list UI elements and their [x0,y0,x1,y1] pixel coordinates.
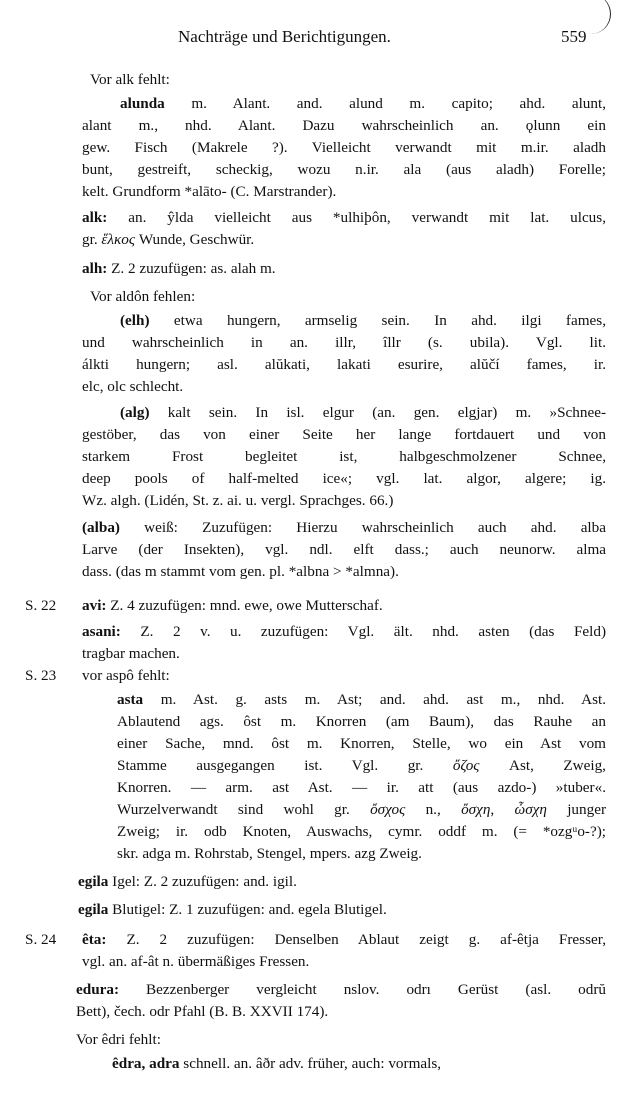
text-run: m. Alant. and. alund m. capito; ahd. alunt, [164,95,606,112]
text-line [117,756,606,776]
text-line [120,311,606,331]
text-line [82,116,606,136]
text-line [82,930,606,950]
text-line [78,900,387,920]
text-run: kalt sein. In isl. elgur (an. gen. elgjar) m. »Schnee- [149,404,606,421]
text-run: Bett), čech. odr Pfahl (B. B. XXVII 174). [76,1003,329,1020]
page-reference: S. 22 [25,597,57,614]
headword: (elh) [120,312,150,329]
text-run: Vor aldôn fehlen: [90,288,196,305]
text-line [117,844,422,864]
text-line [82,644,180,664]
text-run: Vor alk fehlt: [90,71,170,88]
text-run: tragbar machen. [82,645,180,662]
greek-word: ὄσχος [370,801,406,818]
text-run: Stamme ausgegangen ist. Vgl. gr. [117,757,453,774]
text-line [90,70,170,90]
headword: asani: [82,623,121,640]
greek-word: ἕλκος [101,231,136,248]
text-run: deep pools of half-melted ice«; vgl. lat. algor, algere; ig. [82,470,606,487]
running-header: Nachträge und Berichtigungen. [178,27,391,46]
text-run: m. Ast. g. asts m. Ast; and. ahd. ast m., nhd. Ast. [143,691,606,708]
headword: egila [78,873,109,890]
text-line [117,778,606,798]
headword: asta [117,691,144,708]
text-line [78,872,297,892]
text-line [117,712,606,732]
text-line [82,518,606,538]
headword: egila [78,901,109,918]
text-run: Z. 2 zuzufügen: Denselben Ablaut zeigt g. af-êtja Fresser, [106,931,606,948]
text-run: einer Sache, mnd. ôst m. Knorren, Stelle, wo ein Ast vom [117,735,606,752]
text-run: álkti hungern; asl. alŭkati, lakati esurire, alŭčí fames, ir. [82,356,606,373]
text-line [82,540,606,560]
text-line [76,980,606,1000]
headword: avi: [82,597,107,614]
headword: êdra, adra [112,1055,180,1072]
text-run: Igel: Z. 2 zuzufügen: and. igil. [108,873,297,890]
text-run: Z. 2 zuzufügen: as. alah m. [107,260,276,277]
text-run: kelt. Grundform *alāto- (C. Marstrander). [82,183,337,200]
text-run: elc, olc schlecht. [82,378,184,395]
text-line [82,230,254,250]
text-run: bunt, gestreift, scheckig, wozu n.ir. ala (aus aladh) Forelle; [82,161,606,178]
text-line [82,491,393,511]
text-line [82,562,399,582]
text-run: Wz. algh. (Lidén, St. z. ai. u. vergl. Sprachges. 66.) [82,492,394,509]
text-run: Ablautend ags. ôst m. Knorren (am Baum), das Rauhe an [117,713,606,730]
headword: (alg) [120,404,150,421]
text-line [82,259,276,279]
text-run: vor aspô fehlt: [82,667,170,684]
text-line [82,425,606,445]
headword: alunda [120,95,165,112]
text-run: Zweig; ir. odb Knoten, Auswachs, cymr. oddf m. (= *ozgᵘo-?); [117,823,606,840]
headword: êta: [82,931,107,948]
text-line [82,355,606,375]
text-run: und wahrscheinlich in an. illr, îllr (s. ubila). Vgl. lit. [82,334,606,351]
text-run: gr. [82,231,102,248]
text-run: gew. Fisch (Makrele ?). Vielleicht verwandt mit m.ir. aladh [82,139,606,156]
text-run: dass. (das m stammt vom gen. pl. *albna > *almna). [82,563,399,580]
text-line [82,447,606,467]
greek-word: ὄσχη [461,801,491,818]
text-line [117,690,606,710]
greek-word: ὦσχη [514,801,547,818]
text-run: gestöber, das von einer Seite her lange fortdauert und von [82,426,606,443]
text-line [82,160,606,180]
text-run: Bezzenberger vergleicht nslov. odrı Gerüst (asl. odrŭ [119,981,606,998]
text-run: Wurzelverwandt sind wohl gr. [117,801,371,818]
text-line [117,800,606,820]
text-run: skr. adga m. Rohrstab, Stengel, mpers. azg Zweig. [117,845,422,862]
page-reference: S. 24 [25,931,57,948]
greek-word: ὄζος [452,757,480,774]
text-run: Larve (der Insekten), vgl. ndl. elft dass.; auch neunorw. alma [82,541,606,558]
text-run: an. ŷlda vielleicht aus *ulhiþôn, verwandt mit lat. ulcus, [107,209,606,226]
text-run: alant m., nhd. Alant. Dazu wahrscheinlich an. ǫlunn ein [82,117,606,134]
text-run: weiß: Zuzufügen: Hierzu wahrscheinlich auch ahd. alba [119,519,606,536]
text-run: Z. 2 v. u. zuzufügen: Vgl. ält. nhd. asten (das Feld) [120,623,606,640]
headword: alh: [82,260,108,277]
text-line [76,1030,161,1050]
text-run: Z. 4 zuzufügen: mnd. ewe, owe Mutterschaf. [106,597,383,614]
text-line [120,403,606,423]
text-line [82,377,183,397]
text-line [112,1054,441,1074]
page-corner-mark [588,0,611,34]
text-run: n., [405,801,462,818]
text-run: etwa hungern, armselig sein. In ahd. ilgi fames, [149,312,606,329]
text-line [82,208,606,228]
headword: (alba) [82,519,120,536]
text-run: Blutigel: Z. 1 zuzufügen: and. egela Blutigel. [108,901,387,918]
text-line [117,822,606,842]
text-run: starkem Frost begleitet ist, halbgeschmolzener Schnee, [82,448,606,465]
text-line [90,287,195,307]
text-run: Vor êdri fehlt: [76,1031,161,1048]
headword: alk: [82,209,108,226]
page-reference: S. 23 [25,667,57,684]
text-line [82,333,606,353]
text-line [82,596,383,616]
text-run: Knorren. — arm. ast Ast. — ir. att (aus azdo-) »tuber«. [117,779,606,796]
text-run: Ast, Zweig, [479,757,606,774]
text-line [117,734,606,754]
text-line [120,94,606,114]
text-line [76,1002,328,1022]
text-line [82,666,170,686]
text-run: schnell. an. âðr adv. früher, auch: vormals, [179,1055,442,1072]
text-line [82,182,336,202]
text-line [82,469,606,489]
text-line [82,622,606,642]
text-line [82,138,606,158]
text-line [82,952,309,972]
text-run: junger [546,801,606,818]
text-run: Wunde, Geschwür. [135,231,255,248]
page-number: 559 [561,27,587,46]
text-run: , [490,801,515,818]
text-run: vgl. an. af-ât n. übermäßiges Fressen. [82,953,310,970]
headword: edura: [76,981,120,998]
